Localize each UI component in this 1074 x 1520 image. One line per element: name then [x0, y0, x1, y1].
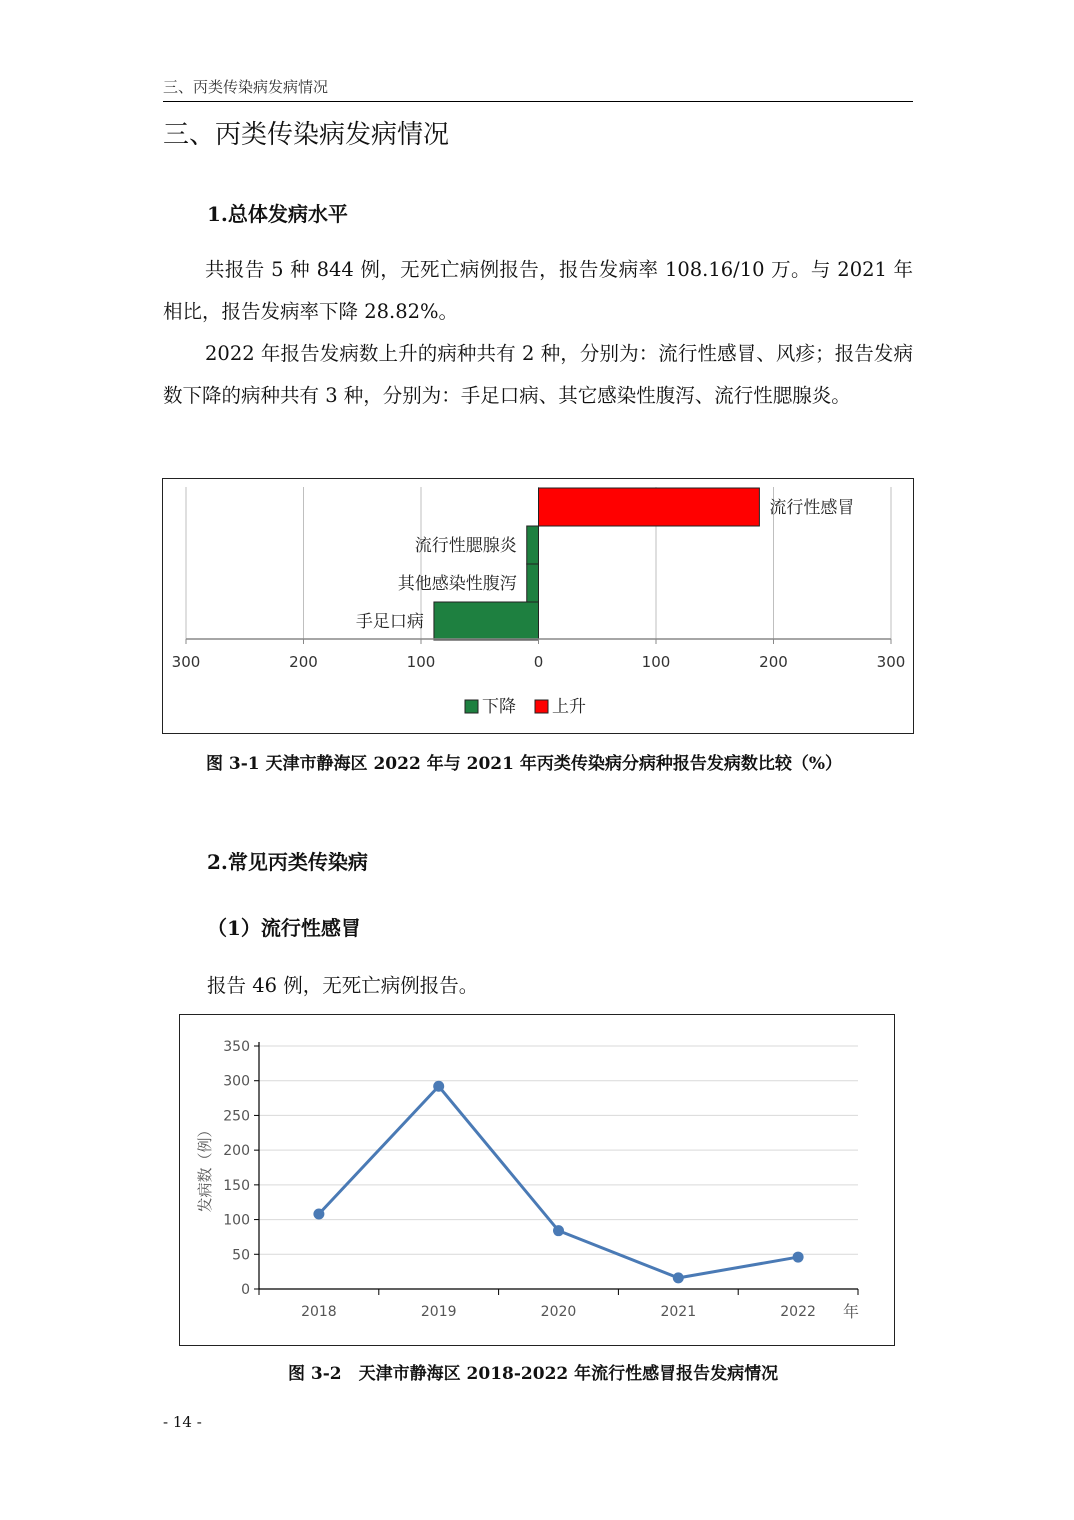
chart1-category-label: 其他感染性腹泻 — [397, 574, 517, 594]
chart2-x-tick-label: 2019 — [420, 1304, 457, 1320]
chart2-data-point — [793, 1252, 804, 1263]
chart1-legend-swatch — [465, 700, 478, 713]
sub-subsection-heading-influenza: （1）流行性感冒 — [207, 916, 361, 940]
chart-change-by-disease — [162, 478, 914, 734]
chart2-data-point — [313, 1209, 324, 1220]
chart2-x-tick-label: 2021 — [660, 1304, 697, 1320]
chart2-y-tick-label: 300 — [223, 1073, 250, 1090]
chart1-tick-label: 100 — [641, 653, 671, 671]
chart1-tick-label: 300 — [171, 653, 201, 671]
chart2-y-tick-label: 200 — [223, 1143, 250, 1160]
chart2-x-tick-label: 2022 — [780, 1304, 816, 1320]
chart2-svg — [180, 1015, 894, 1345]
chart1-legend-label: 上升 — [552, 697, 586, 717]
paragraph-2: 2022 年报告发病数上升的病种共有 2 种，分别为：流行性感冒、风疹；报告发病数下降的病种共有 3 种，分别为：手足口病、其它感染性腹泻、流行性腮腺炎。 — [163, 342, 913, 407]
section-title: 三、丙类传染病发病情况 — [163, 120, 450, 150]
chart1-svg — [163, 479, 913, 733]
chart2-y-tick-label: 0 — [241, 1282, 250, 1298]
paragraph-1: 共报告 5 种 844 例，无死亡病例报告，报告发病率 108.16/10 万。与 2021 年相比，报告发病率下降 28.82%。 — [163, 258, 913, 323]
chart2-x-axis-label: 年 — [843, 1302, 860, 1321]
chart2-y-tick-label: 100 — [223, 1212, 250, 1229]
chart2-data-point — [673, 1272, 684, 1283]
chart2-y-tick-label: 250 — [223, 1108, 250, 1125]
chart1-bar — [527, 564, 539, 602]
paragraph-influenza: 报告 46 例，无死亡病例报告。 — [207, 974, 479, 997]
running-header: 三、丙类传染病发病情况 — [163, 78, 329, 96]
chart1-tick-label: 0 — [533, 653, 544, 671]
figure-caption-2: 图 3-2 天津市静海区 2018-2022 年流行性感冒报告发病情况 — [288, 1364, 779, 1384]
chart1-tick-label: 100 — [406, 653, 436, 671]
chart2-x-tick-label: 2020 — [540, 1304, 577, 1320]
chart2-y-tick-label: 50 — [232, 1247, 250, 1264]
chart1-category-label: 流行性腮腺炎 — [414, 536, 517, 556]
page-number: - 14 - — [163, 1413, 202, 1431]
chart2-y-axis-label: 发病数（例） — [196, 1122, 214, 1213]
chart1-bar — [539, 488, 760, 526]
chart2-data-point — [553, 1225, 564, 1236]
chart1-tick-label: 300 — [876, 653, 906, 671]
chart1-bar — [527, 526, 539, 564]
chart2-x-tick-label: 2018 — [301, 1304, 337, 1320]
chart1-tick-label: 200 — [289, 653, 318, 671]
chart1-category-label: 手足口病 — [355, 612, 424, 632]
chart1-legend-swatch — [535, 700, 548, 713]
chart1-bar — [434, 602, 539, 640]
header-rule — [163, 101, 913, 102]
chart1-category-label: 流行性感冒 — [769, 498, 855, 518]
chart2-y-tick-label: 350 — [223, 1039, 250, 1055]
chart1-tick-label: 200 — [759, 653, 788, 671]
chart2-data-point — [433, 1081, 444, 1092]
chart1-legend-label: 下降 — [482, 697, 516, 717]
subsection-heading-2: 2.常见丙类传染病 — [207, 850, 368, 874]
figure-caption-1: 图 3-1 天津市静海区 2022 年与 2021 年丙类传染病分病种报告发病数比较（%） — [206, 754, 843, 774]
chart-influenza-trend — [179, 1014, 895, 1346]
subsection-heading-1: 1.总体发病水平 — [207, 202, 348, 226]
chart2-y-tick-label: 150 — [223, 1177, 250, 1194]
